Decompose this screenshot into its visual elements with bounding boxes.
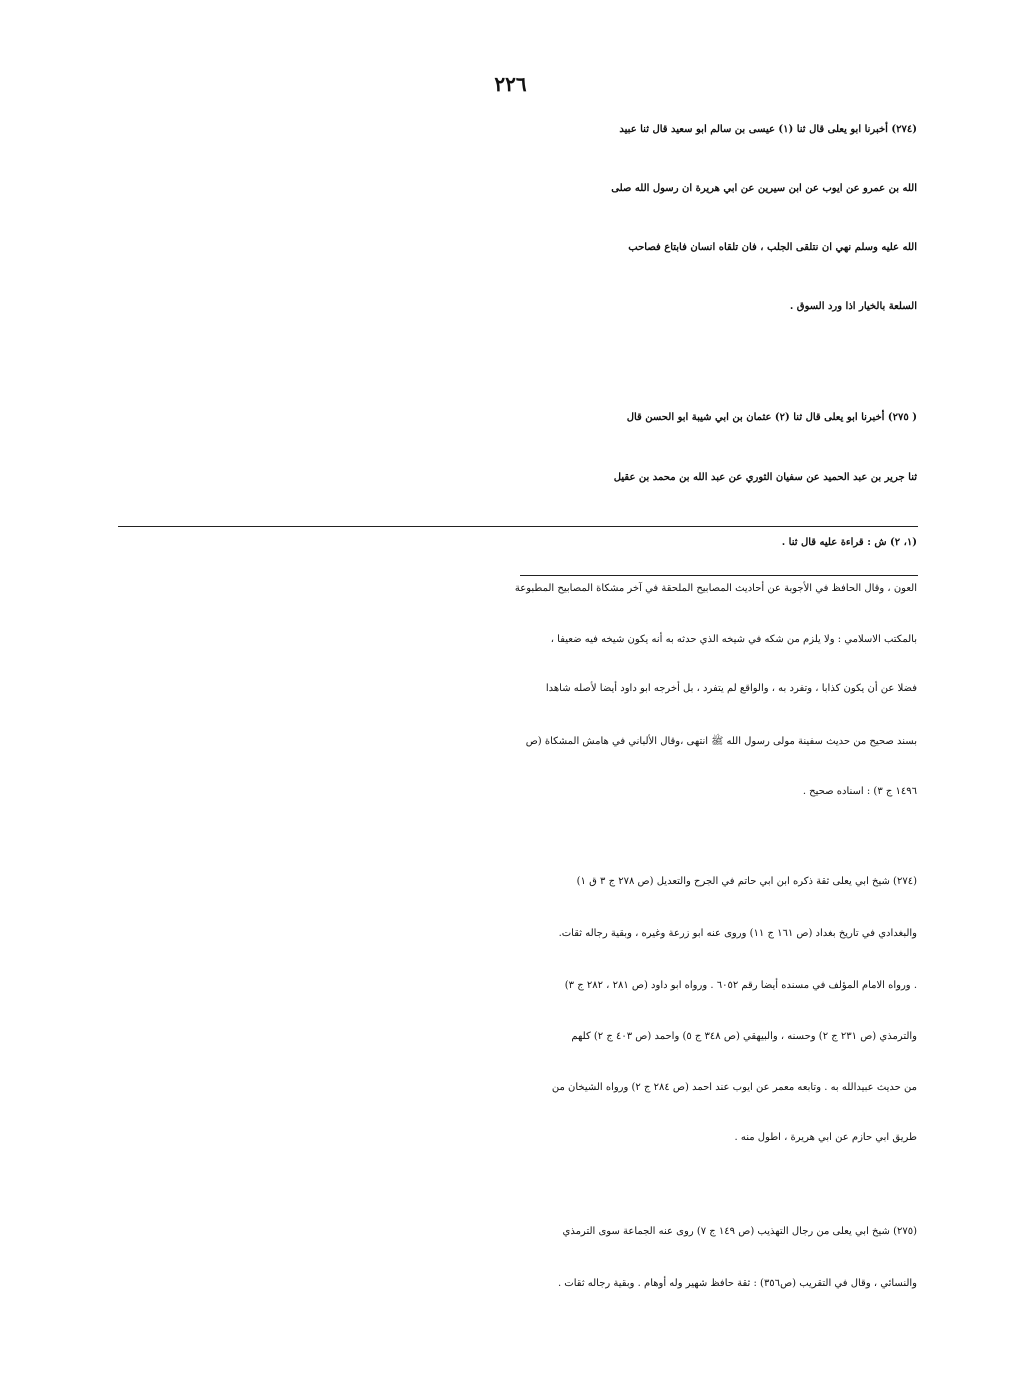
note-275-line-2: والنسائي ، وقال في التقريب (ص٣٥٦) : ثقة حافظ شهير وله أوهام . وبقية رجاله ثقات . bbox=[557, 1278, 917, 1289]
note-continuation-line-5: ١٤٩٦ ج ٣) : اسناده صحيح . bbox=[802, 786, 917, 797]
note-274-line-1: (٢٧٤) شيخ ابي يعلى ثقة ذكره ابن ابي حاتم في الجرح والتعديل (ص ٢٧٨ ج ٣ ق ١) bbox=[576, 876, 917, 887]
note-continuation-line-4: بسند صحيح من حديث سفينة مولى رسول الله ﷺ انتهى ،وقال الألباني في هامش المشكاة (ص bbox=[525, 736, 917, 747]
hadith-274-line-1: (٢٧٤) أخبرنا ابو يعلى قال ثنا (١) عيسى بن سالم ابو سعيد قال ثنا عبيد bbox=[619, 124, 917, 135]
hadith-275-line-1: ( ٢٧٥) أخبرنا ابو يعلى قال ثنا (٢) عثمان بن ابي شيبة ابو الحسن قال bbox=[626, 412, 917, 423]
note-274-line-5: من حديث عبيدالله به . وتابعه معمر عن ايوب عند احمد (ص ٢٨٤ ج ٢) ورواه الشيخان من bbox=[551, 1082, 917, 1093]
note-274-line-4: والترمذي (ص ٢٣١ ج ٢) وحسنه ، والبيهقي (ص ٣٤٨ ج ٥) واحمد (ص ٤٠٣ ج ٢) كلهم bbox=[571, 1031, 917, 1042]
note-continuation-line-1: العون ، وقال الحافظ في الأجوبة عن أحاديث المصابيح الملحقة في آخر مشكاة المصابيح المطبوعة bbox=[514, 583, 917, 594]
note-continuation-line-3: فضلا عن أن يكون كذابا ، وتفرد به ، والواقع لم يتفرد ، بل أخرجه ابو داود أيضا لأصله شاهدا bbox=[545, 683, 917, 694]
note-274-line-6: طريق ابي حازم عن ابي هريرة ، اطول منه . bbox=[734, 1132, 917, 1143]
hadith-274-line-4: السلعة بالخيار اذا ورد السوق . bbox=[789, 301, 917, 312]
main-text-rule bbox=[118, 526, 918, 527]
note-274-line-3: . ورواه الامام المؤلف في مسنده أيضا رقم ٦٠٥٢ . ورواه ابو داود (ص ٢٨١ ، ٢٨٢ ج ٣) bbox=[564, 980, 917, 991]
hadith-274-line-2: الله بن عمرو عن ايوب عن ابن سيرين عن ابي هريرة ان رسول الله صلى bbox=[611, 183, 917, 194]
page-number: ٢٢٦ bbox=[494, 72, 527, 96]
note-continuation-line-2: بالمكتب الاسلامي : ولا يلزم من شكه في شيخه الذي حدثه به أنه يكون شيخه فيه ضعيفا ، bbox=[550, 634, 917, 645]
note-274-line-2: والبغدادي في تاريخ بغداد (ص ١٦١ ج ١١) وروى عنه ابو زرعة وغيره ، وبقية رجاله ثقات. bbox=[558, 928, 917, 939]
hadith-275-line-2: ثنا جرير بن عبد الحميد عن سفيان الثوري عن عبد الله بن محمد بن عقيل bbox=[613, 472, 917, 483]
footnote-1-2: (١، ٢) ش : قراءة عليه قال ثنا . bbox=[781, 537, 917, 548]
note-275-line-1: (٢٧٥) شيخ ابي يعلى من رجال التهذيب (ص ١٤٩ ج ٧) روى عنه الجماعة سوى الترمذي bbox=[562, 1226, 917, 1237]
hadith-274-line-3: الله عليه وسلم نهي ان نتلقى الجلب ، فان تلقاه انسان فابتاع فصاحب bbox=[628, 242, 917, 253]
footnote-rule bbox=[520, 575, 918, 576]
